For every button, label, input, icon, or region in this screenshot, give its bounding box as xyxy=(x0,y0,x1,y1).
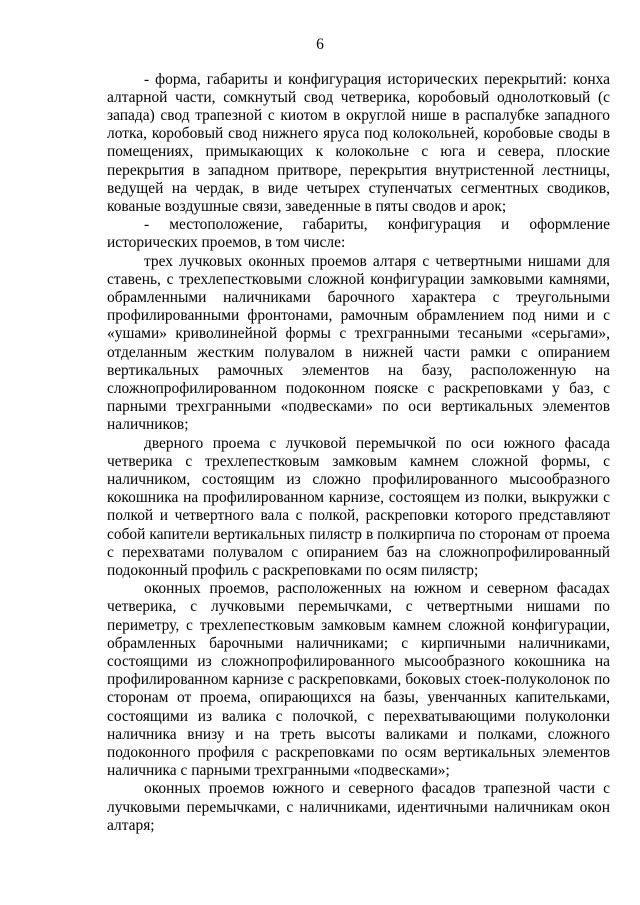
page-number: 6 xyxy=(316,36,324,53)
paragraph-ceilings: - форма, габариты и конфигурация исторических перекрытий: конха алтарной части, сомкнутый свод четверика, коробовый однолотковый (с запада) свод трапезной с киотом в округлой нише в распалубке западного лотка, коробовый свод нижнего яруса под колокольней, коробовые своды в помещениях, примыкающих к колокольне с юга и севера, плоские перекрытия в западном притворе, перекрытия внутристенной лестницы, ведущей на чердак, в виде четырех ступенчатых сегментных сводиков, кованые воздушные связи, заведенные в пяты сводов и арок; xyxy=(107,70,610,215)
paragraph-quadrangle-windows: оконных проемов, расположенных на южном и северном фасадах четверика, с лучковыми перемычками, с четвертными нишами по периметру, с трехлепестковым замковым камнем сложной конфигурации, обрамленных барочными наличниками; с кирпичными наличниками, состоящими из сложнопрофилированного мысообразного кокошника на профилированном карнизе с раскреповками, боковых стоек-полуколонок по сторонам от проема, опирающихся на базы, увенчанных капительками, состоящими из валика с полочкой, с перехватывающими полуколонки наличника внизу и на треть высоты валиками и полками, сложного подоконного профиля с раскреповками по осям вертикальных элементов наличника с парными трехгранными «подвесками»; xyxy=(107,580,610,780)
paragraph-south-door: дверного проема с лучковой перемычкой по оси южного фасада четверика с трехлепестковым замковым камнем сложной формы, с наличником, состоящим из сложно профилированного мысообразного кокошника на профилированном карнизе, состоящем из полки, выкружки с полкой и четвертного вала с полкой, раскреповки которого представляют собой капители вертикальных пилястр в полкирпича по сторонам от проема с перехватами полувалом с опиранием баз на сложнопрофилированный подоконный профиль с раскреповками по осям пилястр; xyxy=(107,434,610,579)
paragraph-altar-windows: трех лучковых оконных проемов алтаря с четвертными нишами для ставень, с трехлепестковыми сложной конфигурации замковыми камнями, обрамленными наличниками барочного характера с треугольными профилированными фронтонами, рамочным обрамлением под ними и с «ушами» криволинейной формы с трехгранными тесаными «серьгами», отделанным жестким полувалом в нижней части рамки с опиранием вертикальных рамочных элементов на базу, расположенную на сложнопрофилированном подоконном пояске с раскреповками у баз, с парными трехгранными «подвесками» по оси вертикальных элементов наличников; xyxy=(107,252,610,434)
paragraph-refectory-windows: оконных проемов южного и северного фасадов трапезной части с лучковыми перемычками, с наличниками, идентичными наличникам окон алтаря; xyxy=(107,780,610,834)
paragraph-openings-intro: - местоположение, габариты, конфигурация и оформление исторических проемов, в том числе: xyxy=(107,216,610,252)
document-body xyxy=(107,71,610,836)
